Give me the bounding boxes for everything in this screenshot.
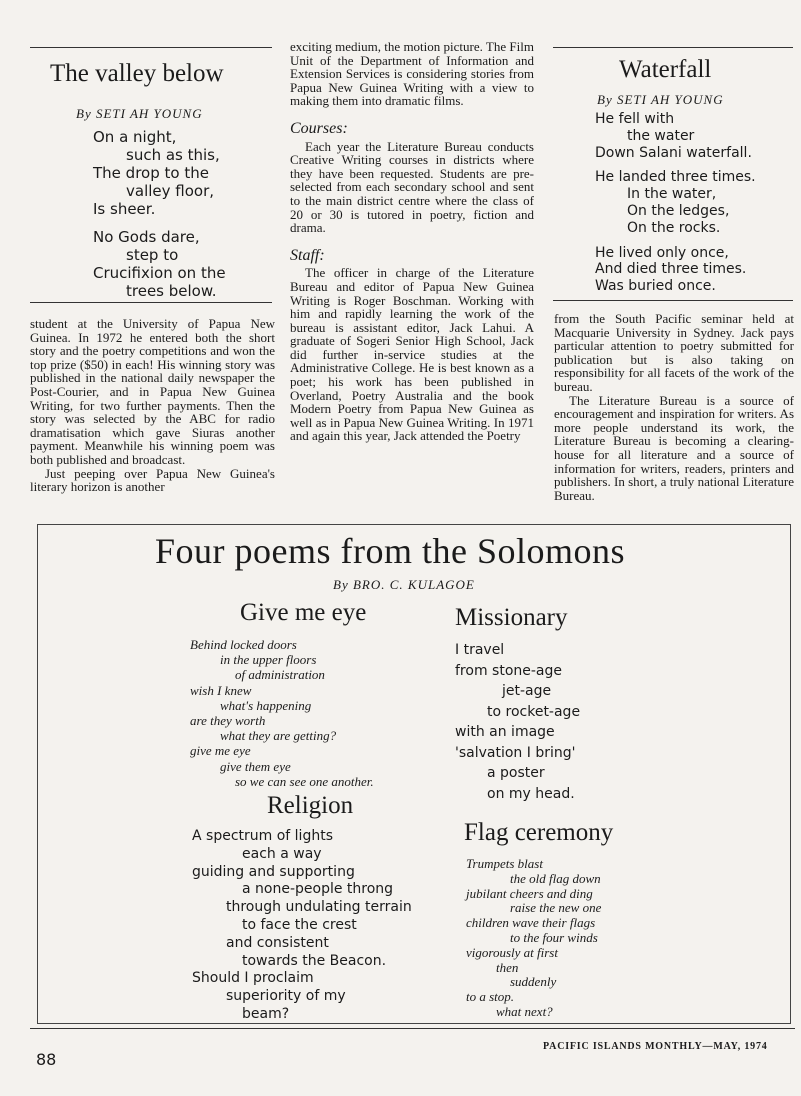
poem-line: Is sheer. xyxy=(93,200,156,218)
waterfall-top-rule xyxy=(553,47,793,48)
solomons-byline: By BRO. C. KULAGOE xyxy=(333,577,475,592)
poem-line: to face the crest xyxy=(242,916,357,933)
poem-line: I travel xyxy=(455,642,505,658)
poem-line: Should I proclaim xyxy=(192,970,314,987)
poem-line: then xyxy=(496,959,519,975)
poem-line: what they are getting? xyxy=(220,728,337,744)
waterfall-title: Waterfall xyxy=(619,56,712,83)
poem-line: give them eye xyxy=(220,758,291,774)
article-paragraph: Just peeping over Papua New Guinea's literary horizon is another xyxy=(30,465,275,495)
poem-line: raise the new one xyxy=(510,900,602,916)
article-paragraph: The officer in charge of the Literature Bureau and editor of Papua New Guinea Writing is Roger Boschman. Working with him and rapidly learning the work of the bureau is assistant editor, Jack Lahui. A graduate of Sogeri Senior High School, Jack did further in-service studies at the Administrative College. He is best known as a poet; his work has been published in Overland, Poetry Australia and the book Modern Poetry from Papua New Guinea as well as in Papua New Guinea Writing. In 1971 and again this year, Jack attended the Poetry xyxy=(290,265,534,444)
poem-line: what's happening xyxy=(220,697,312,713)
poem-line: suddenly xyxy=(510,974,557,990)
poem-line: On the ledges, xyxy=(627,202,730,219)
poem-line: superiority of my xyxy=(226,988,346,1005)
article-paragraph: exciting medium, the motion picture. The Film Unit of the Department of Information and Extension Services is considering stories from Papua New Guinea Writing with a view to making them into dramatic films. xyxy=(290,39,534,109)
poem-line: guiding and supporting xyxy=(192,863,355,880)
poem-line: with an image xyxy=(455,724,555,740)
poem-line: trees below. xyxy=(126,282,217,300)
poem-line: jet-age xyxy=(502,683,552,699)
poem-line: No Gods dare, xyxy=(93,228,200,246)
article-paragraph: student at the University of Papua New Guinea. In 1972 he entered both the short story and the poetry competitions and won the top prize ($50) in each! His winning story was published in the national daily newspaper the Post-Courier, and in Papua New Guinea Writing, for two further payments. Then the story was selected by the ABC for radio dramatisation which gave Siuras another payment. Meanwhile his winning poem was both published and broadcast. xyxy=(30,316,275,467)
missionary-title: Missionary xyxy=(455,604,568,631)
solomons-title: Four poems from the Solomons xyxy=(155,531,625,571)
valley-poem xyxy=(93,128,226,300)
flag-ceremony-title: Flag ceremony xyxy=(464,819,614,846)
give-me-eye-poem xyxy=(190,637,374,789)
poem-line: a poster xyxy=(487,765,545,781)
poem-line: Was buried once. xyxy=(595,278,716,295)
poem-line: each a way xyxy=(242,845,322,862)
poem-line: On the rocks. xyxy=(627,219,721,236)
left-article xyxy=(30,317,275,494)
poem-line: A spectrum of lights xyxy=(192,828,333,844)
poem-line: are they worth xyxy=(190,713,266,729)
valley-title: The valley below xyxy=(50,60,224,87)
poem-line: give me eye xyxy=(190,743,251,759)
poem-line: from stone-age xyxy=(455,662,562,679)
footer-rule xyxy=(30,1028,795,1029)
poem-line: children wave their flags xyxy=(466,915,596,931)
valley-byline: By SETI AH YOUNG xyxy=(76,106,203,121)
poem-line: towards the Beacon. xyxy=(242,952,387,969)
poem-line: such as this, xyxy=(126,146,220,164)
poem-line: to rocket-age xyxy=(487,703,581,720)
poem-line: And died three times. xyxy=(595,261,747,278)
poem-line: on my head. xyxy=(487,785,575,802)
poem-line: He lived only once, xyxy=(595,244,729,261)
waterfall-byline: By SETI AH YOUNG xyxy=(597,92,724,107)
give-me-eye-title: Give me eye xyxy=(240,599,367,626)
poem-line: wish I knew xyxy=(190,682,252,698)
poem-line: vigorously at first xyxy=(466,944,558,960)
missionary-poem xyxy=(455,640,580,804)
poem-line: and consistent xyxy=(226,934,329,951)
poem-line: He fell with xyxy=(595,111,675,127)
poem-line: the water xyxy=(627,127,695,144)
poem-line: step to xyxy=(126,246,179,264)
middle-article xyxy=(290,40,534,443)
poem-line: In the water, xyxy=(627,186,717,203)
solomons-box xyxy=(37,524,791,1024)
poem-line: Behind locked doors xyxy=(190,637,297,652)
poem-line: Crucifixion on the xyxy=(93,264,226,282)
poem-line: He landed three times. xyxy=(595,169,756,186)
poem-line: through undulating terrain xyxy=(226,899,412,916)
poem-line: what next? xyxy=(496,1003,553,1019)
poem-line: to the four winds xyxy=(510,929,598,945)
poem-line: a none-people throng xyxy=(242,881,394,898)
poem-line: so we can see one another. xyxy=(235,773,374,789)
poem-line: of administration xyxy=(235,667,325,683)
poem-line: Trumpets blast xyxy=(466,856,543,871)
poem-line: the old flag down xyxy=(510,870,601,886)
article-paragraph: Each year the Literature Bureau conducts Creative Writing courses in districts where they have been requested. Students are pre-selected from each secondary school and sent to the main district centre where the class of 20 or 30 is tutored in poetry, fiction and drama. xyxy=(290,138,534,236)
courses-heading: Courses: xyxy=(290,119,348,137)
right-article xyxy=(554,312,794,502)
poem-line: beam? xyxy=(242,1005,290,1022)
religion-poem xyxy=(192,828,412,1024)
poem-line: jubilant cheers and ding xyxy=(466,885,593,901)
poem-line: 'salvation I bring' xyxy=(455,744,576,761)
waterfall-poem xyxy=(595,111,756,295)
waterfall-bottom-rule xyxy=(553,300,793,301)
religion-title: Religion xyxy=(267,792,354,819)
valley-bottom-rule xyxy=(30,302,272,303)
poem-line: Down Salani waterfall. xyxy=(595,144,752,161)
publication-footer: PACIFIC ISLANDS MONTHLY—MAY, 1974 xyxy=(543,1041,768,1052)
poem-line: On a night, xyxy=(93,128,177,146)
valley-top-rule xyxy=(30,47,272,48)
staff-heading: Staff: xyxy=(290,246,325,264)
article-paragraph: from the South Pacific seminar held at Macquarie University in Sydney. Jack pays particular attention to poetry submitted for publication but is also taking on responsibility for all facets of the work of the bureau. xyxy=(554,311,794,394)
poem-line: The drop to the xyxy=(93,164,209,182)
page-number: 88 xyxy=(36,1050,57,1069)
poem-line: to a stop. xyxy=(466,989,515,1005)
poem-line: in the upper floors xyxy=(220,652,317,668)
article-paragraph: The Literature Bureau is a source of encouragement and inspiration for writers. As more people understand its work, the Literature Bureau is becoming a clearing-house for all literature and a source of information for writers, readers, printers and publishers. In short, a truly national Literature Bureau. xyxy=(554,392,794,503)
flag-ceremony-poem xyxy=(466,857,601,1020)
poem-line: valley floor, xyxy=(126,182,215,200)
